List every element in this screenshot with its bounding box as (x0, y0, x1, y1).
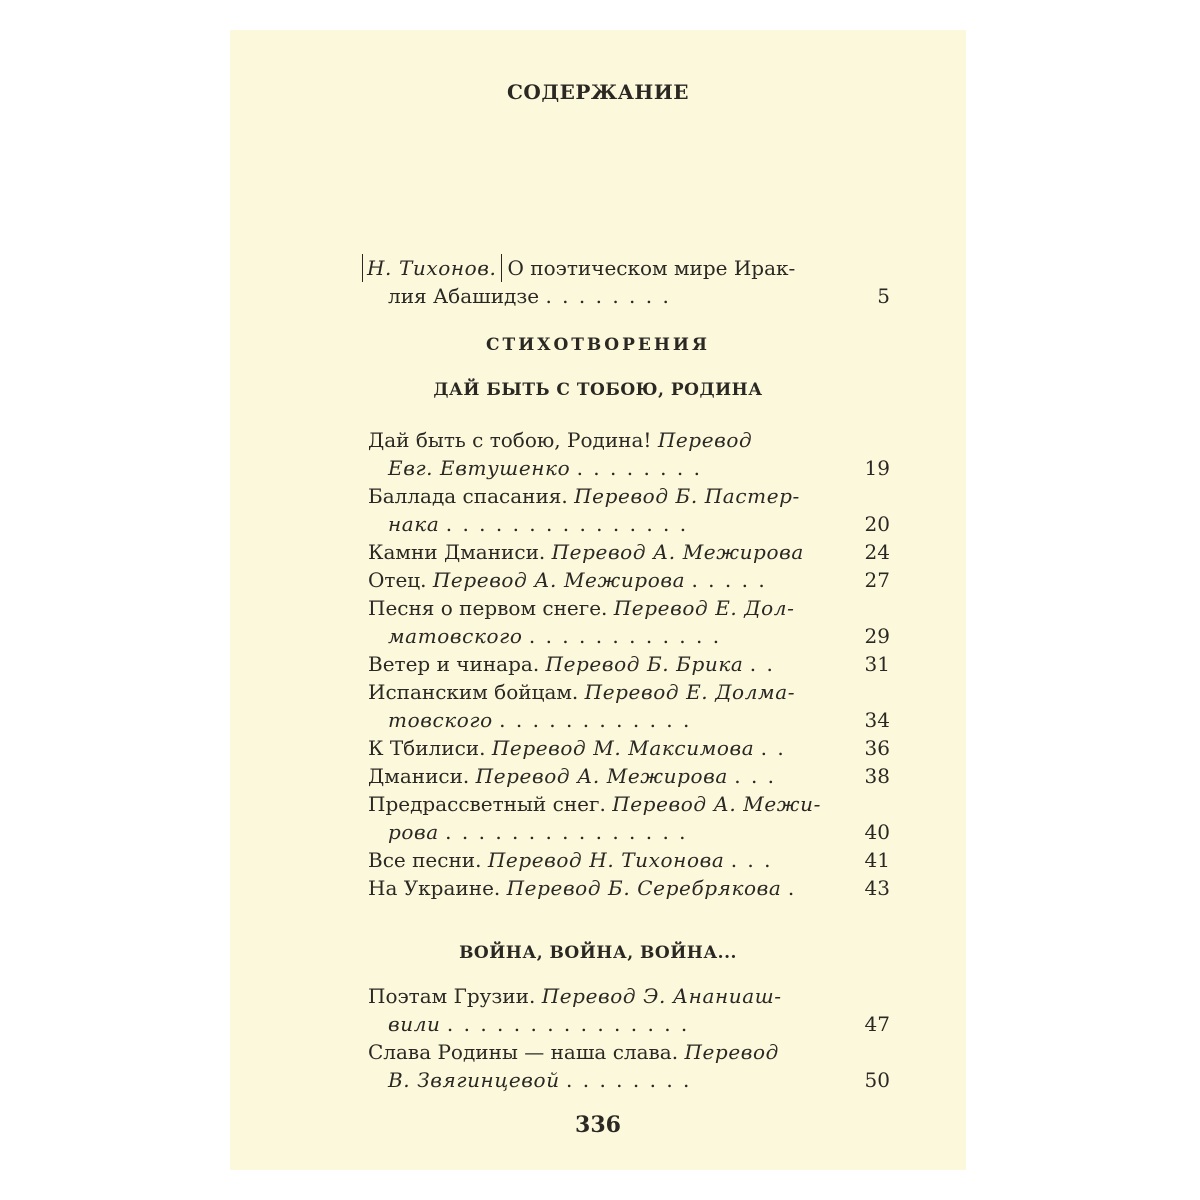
entry-translator: Перевод Б. Пастер- (574, 484, 800, 508)
page-ref: 34 (864, 708, 890, 732)
toc-entry (230, 734, 966, 762)
entry-title-line (368, 678, 795, 706)
dot-leader: . . . (730, 848, 773, 872)
dot-leader: . . . . . . . . . . . . . . . (445, 512, 689, 536)
toc-entry (230, 678, 966, 706)
toc-entry (230, 538, 966, 566)
dot-leader: . . . . . . . . . . . . . . . (446, 1012, 690, 1036)
toc-entry-continuation (230, 1066, 966, 1094)
toc-entry-intro-line2 (230, 282, 966, 310)
section-heading: СТИХОТВОРЕНИЯ (486, 335, 710, 355)
toc-entry (230, 482, 966, 510)
entry-translator: Перевод Б. Серебрякова (506, 876, 782, 900)
entry-title-line (368, 650, 775, 678)
entry-translator: рова (388, 820, 439, 844)
toc-entry-continuation (230, 622, 966, 650)
entry-translator: Перевод Н. Тихонова (487, 848, 725, 872)
entry-title-line (368, 734, 786, 762)
part-heading-1: ДАЙ БЫТЬ С ТОБОЮ, РОДИНА (433, 380, 763, 400)
entry-title-line (368, 594, 795, 622)
dot-leader: . . . . . (691, 568, 767, 592)
toc-entry (230, 846, 966, 874)
page-ref: 47 (864, 1012, 890, 1036)
toc-entry-continuation (230, 706, 966, 734)
dot-leader: . (787, 876, 797, 900)
entry-translator: Перевод Е. Дол- (613, 596, 795, 620)
entry-translator: Перевод Б. Брика (545, 652, 744, 676)
intro-title-line1: О поэтическом мире Ирак- (507, 256, 796, 280)
dot-leader: . . . . . . . . . . . . . . . (445, 820, 688, 844)
entry-title: Ветер и чинара. (368, 652, 540, 676)
entry-translator: товского (388, 708, 493, 732)
entry-translator: Перевод Е. Долма- (584, 680, 796, 704)
entry-translator: Перевод (684, 1040, 779, 1064)
page-ref: 38 (864, 764, 890, 788)
entry-title: Отец. (368, 568, 427, 592)
toc-entry (230, 426, 966, 454)
toc-entry-continuation (230, 510, 966, 538)
entry-title-line (388, 510, 688, 538)
dot-leader: . . . . . . . . (545, 284, 671, 308)
book-page (230, 30, 966, 1170)
page-number: 336 (575, 1112, 621, 1138)
entry-title-line (368, 426, 752, 454)
entry-title: Песня о первом снеге. (368, 596, 608, 620)
toc-entry (230, 982, 966, 1010)
entry-translator: вили (388, 1012, 441, 1036)
entry-title-line (388, 454, 702, 482)
entry-title-line (388, 706, 691, 734)
entry-translator: Перевод Э. Ананиаш- (541, 984, 782, 1008)
entry-title: На Украине. (368, 876, 501, 900)
entry-title-line (368, 1038, 779, 1066)
dot-leader: . . . . . . . . (566, 1068, 692, 1092)
dot-leader: . . . . . . . . . . . . (528, 624, 722, 648)
entry-title-line (368, 762, 776, 790)
page-ref: 31 (864, 652, 890, 676)
dot-leader: . . (749, 652, 775, 676)
entry-title-line (368, 538, 804, 566)
page-ref: 24 (864, 540, 890, 564)
page-title: СОДЕРЖАНИЕ (507, 80, 689, 104)
entry-title-line (388, 1066, 691, 1094)
intro-title-line2: лия Абашидзе (388, 284, 540, 308)
toc-entry-intro (230, 254, 966, 282)
toc-entry (230, 762, 966, 790)
toc-entry-continuation (230, 1010, 966, 1038)
entry-title-line (368, 790, 821, 818)
entry-translator: В. Звягинцевой (388, 1068, 560, 1092)
page-ref: 20 (864, 512, 890, 536)
entry-translator: Перевод А. Межирова (551, 540, 804, 564)
entry-translator: Перевод (657, 428, 753, 452)
toc-entry (230, 566, 966, 594)
page-ref: 40 (864, 820, 890, 844)
entry-title: Предрассветный снег. (368, 792, 606, 816)
toc-entry-continuation (230, 818, 966, 846)
page-ref: 50 (864, 1068, 890, 1092)
entry-translator: Перевод А. Межи- (612, 792, 821, 816)
entry-title-line (368, 846, 773, 874)
page-ref: 5 (877, 284, 890, 308)
toc-entry (230, 874, 966, 902)
entry-title-line (368, 982, 782, 1010)
toc-entry (230, 790, 966, 818)
entry-title-line (388, 622, 721, 650)
page-ref: 36 (864, 736, 890, 760)
entry-translator: Евг. Евтушенко (388, 456, 571, 480)
dot-leader: . . . . . . . . . . . . (499, 708, 692, 732)
entry-title: Дманиси. (368, 764, 470, 788)
entry-title: Баллада спасания. (368, 484, 568, 508)
entry-title: Испанским бойцам. (368, 680, 579, 704)
intro-author: Н. Тихонов. (362, 254, 502, 282)
entry-translator: матовского (388, 624, 523, 648)
entry-title: Слава Родины — наша слава. (368, 1040, 679, 1064)
entry-translator: нака (388, 512, 440, 536)
toc-entry-continuation (230, 454, 966, 482)
entry-title: Дай быть с тобою, Родина! (368, 428, 652, 452)
entry-title-line (368, 566, 767, 594)
toc-entry (230, 650, 966, 678)
entry-title: Все песни. (368, 848, 482, 872)
toc-entry (230, 1038, 966, 1066)
entry-translator: Перевод А. Межирова (475, 764, 728, 788)
entry-title: Камни Дманиси. (368, 540, 546, 564)
dot-leader: . . . (734, 764, 777, 788)
entry-title-line (368, 874, 796, 902)
entry-title: К Тбилиси. (368, 736, 486, 760)
dot-leader: . . (760, 736, 786, 760)
entry-title-line (388, 818, 688, 846)
entry-title-line (368, 482, 800, 510)
entry-title: Поэтам Грузии. (368, 984, 536, 1008)
entry-title-line (388, 1010, 689, 1038)
dot-leader: . . . . . . . . (576, 456, 702, 480)
entry-translator: Перевод А. Межирова (432, 568, 686, 592)
page-ref: 29 (864, 624, 890, 648)
part-heading-2: ВОЙНА, ВОЙНА, ВОЙНА... (459, 943, 737, 963)
toc-entry (230, 594, 966, 622)
page-ref: 43 (864, 876, 890, 900)
entry-translator: Перевод М. Максимова (491, 736, 755, 760)
page-ref: 27 (864, 568, 890, 592)
page-ref: 41 (864, 848, 890, 872)
page-ref: 19 (864, 456, 890, 480)
